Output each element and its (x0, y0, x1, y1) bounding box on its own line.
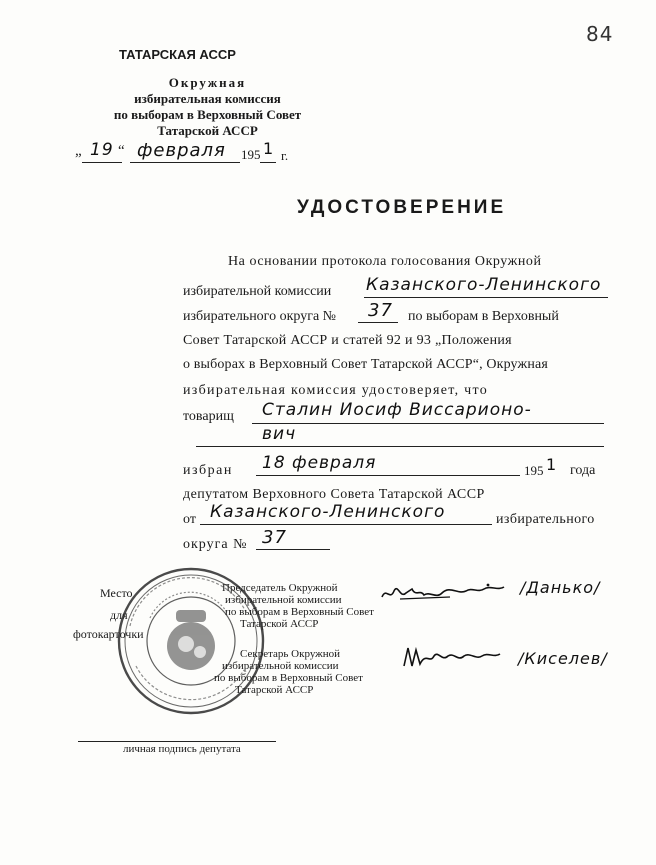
body-line-12-underline (256, 549, 330, 550)
election-year-hand: 1 (546, 455, 558, 474)
deputy-name-line-1: Сталин Иосиф Виссарионо- (262, 400, 532, 420)
date-open-quote: „ (75, 143, 82, 159)
secretary-name: /Киселев/ (518, 649, 608, 668)
body-line-12-number: 37 (262, 527, 287, 548)
secretary-signature (400, 642, 505, 672)
photo-place-line-2: для (110, 608, 128, 622)
date-year-underline (260, 162, 276, 163)
body-line-6: избирательная комиссия удостоверяет, что (183, 383, 489, 398)
secretary-line-4: Татарской АССР (235, 684, 314, 696)
body-line-3-underline (358, 322, 398, 323)
election-year-printed: 195 (524, 463, 544, 478)
deputy-name-line-2: вич (262, 424, 297, 444)
date-close-quote: “ (118, 143, 125, 159)
chairman-line-3: по выборам в Верховный Совет (225, 606, 374, 618)
photo-place-line-1: Место (100, 586, 133, 600)
body-line-2-district: Казанского-Ленинского (366, 275, 602, 295)
deputy-name-underline-1 (252, 423, 604, 424)
date-month: февраля (137, 140, 226, 161)
body-line-1: На основании протокола голосования Окружной (228, 254, 542, 269)
body-line-3-prefix: избирательного округа № (183, 309, 337, 324)
body-line-10: депутатом Верховного Совета Татарской АССР (183, 487, 485, 502)
date-month-underline (130, 162, 240, 163)
secretary-line-2: избирательной комиссии (222, 660, 339, 672)
body-line-11-suffix: избирательного (496, 512, 595, 527)
secretary-line-1: Секретарь Окружной (240, 648, 341, 660)
signature-caption: личная подпись депутата (123, 743, 241, 755)
body-line-3-suffix: по выборам в Верховный (408, 309, 559, 324)
page-number: 84 (586, 22, 614, 46)
body-line-2-prefix: избирательной комиссии (183, 284, 332, 299)
chairman-name: /Данько/ (520, 578, 601, 597)
deputy-name-underline-2 (196, 446, 604, 447)
chairman-line-1: Председатель Окружной (222, 582, 338, 594)
date-day-underline (82, 162, 122, 163)
header-commission-line-1: Окружная (168, 75, 247, 90)
date-year-printed: 195 (241, 147, 261, 162)
header-commission-line-4: Татарской АССР (157, 123, 258, 138)
deputy-signature-line (78, 741, 276, 742)
body-line-9-prefix: избран (183, 463, 233, 478)
election-date: 18 февраля (262, 453, 377, 473)
date-year-hand: 1 (263, 139, 275, 158)
document-title: УДОСТОВЕРЕНИЕ (297, 197, 507, 218)
chairman-line-2: избирательной комиссии (225, 594, 342, 606)
header-commission-line-3: по выборам в Верховный Совет (113, 107, 302, 122)
header-commission-line-2: избирательная комиссия (134, 91, 281, 106)
date-suffix: г. (281, 148, 289, 163)
chairman-line-4: Татарской АССР (240, 618, 319, 630)
secretary-line-3: по выборам в Верховный Совет (214, 672, 363, 684)
election-date-underline (256, 475, 520, 476)
body-line-12-prefix: округа № (183, 537, 248, 552)
body-line-11-district: Казанского-Ленинского (210, 502, 446, 522)
body-line-3-number: 37 (368, 300, 393, 321)
body-line-5: о выборах в Верховный Совет Татарской АССР“, Окружная (183, 357, 548, 372)
body-line-4: Совет Татарской АССР и статей 92 и 93 „Положения (183, 333, 512, 348)
date-day: 19 (90, 140, 114, 160)
body-line-7-prefix: товарищ (183, 409, 234, 424)
body-line-9-suffix: года (570, 463, 596, 478)
body-line-2-underline (364, 297, 608, 298)
photo-place-line-3: фотокарточки (73, 627, 144, 641)
body-line-11-prefix: от (183, 512, 196, 527)
body-line-11-underline (200, 524, 492, 525)
header-republic: ТАТАРСКАЯ АССР (119, 47, 236, 62)
chairman-signature (380, 577, 530, 607)
